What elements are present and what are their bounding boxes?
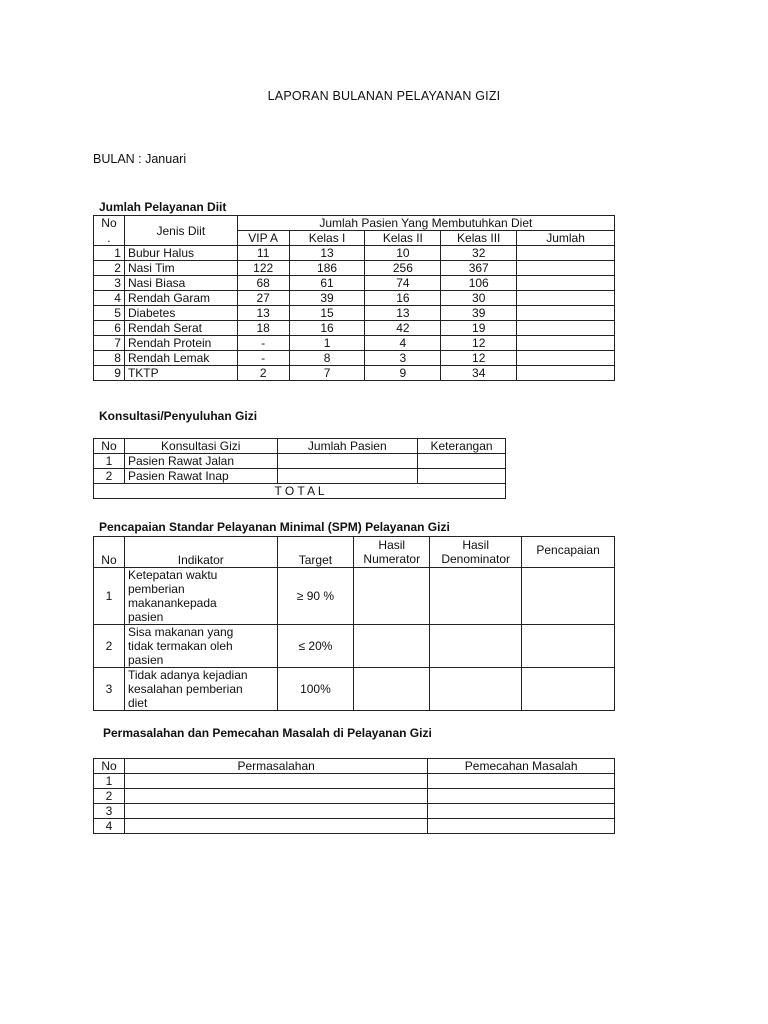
diet-row-no: 7 <box>94 336 125 351</box>
diet-row-jenis: Bubur Halus <box>124 246 237 261</box>
table-row <box>94 454 506 469</box>
diet-row-kelas3: 12 <box>441 336 517 351</box>
konsultasi-col-konsultasi: Konsultasi Gizi <box>124 439 277 454</box>
masalah-table <box>93 758 615 834</box>
diet-row-jenis: Rendah Garam <box>124 291 237 306</box>
spm-row-pencapaian <box>522 568 615 625</box>
spm-row-numerator <box>354 625 430 668</box>
diet-row-jenis: Diabetes <box>124 306 237 321</box>
table-row <box>94 568 615 625</box>
konsultasi-row-keterangan <box>418 454 506 469</box>
konsultasi-row-no: 2 <box>94 469 125 484</box>
konsultasi-row-keterangan <box>418 469 506 484</box>
konsultasi-col-keterangan: Keterangan <box>418 439 506 454</box>
spm-table <box>93 536 615 711</box>
spm-row-no: 2 <box>94 625 125 668</box>
konsultasi-row-jumlah <box>277 469 418 484</box>
diet-row-kelas3: 39 <box>441 306 517 321</box>
spm-row-target: 100% <box>277 668 354 711</box>
masalah-row-no: 2 <box>94 789 125 804</box>
diet-row-kelas2: 74 <box>365 276 441 291</box>
konsultasi-row-jumlah <box>277 454 418 469</box>
table-row <box>94 668 615 711</box>
diet-row-kelas2: 42 <box>365 321 441 336</box>
diet-row-vip: 27 <box>237 291 289 306</box>
konsultasi-col-jumlah: Jumlah Pasien <box>277 439 418 454</box>
spm-section-heading: Pencapaian Standar Pelayanan Minimal (SPM) Pelayanan Gizi <box>99 520 450 534</box>
spm-row-pencapaian <box>522 668 615 711</box>
diet-row-kelas1: 8 <box>289 351 365 366</box>
diet-jenis-header: Jenis Diit <box>124 216 237 246</box>
spm-row-indikator: Tidak adanya kejadian kesalahan pemberian diet <box>124 668 277 711</box>
table-row <box>94 625 615 668</box>
diet-row-no: 2 <box>94 261 125 276</box>
diet-row-jumlah <box>517 306 615 321</box>
diet-row-jumlah <box>517 246 615 261</box>
diet-row-kelas3: 30 <box>441 291 517 306</box>
diet-row-vip: - <box>237 336 289 351</box>
diet-row-vip: 2 <box>237 366 289 381</box>
masalah-section-heading: Permasalahan dan Pemecahan Masalah di Pelayanan Gizi <box>103 726 432 740</box>
spm-col-target: Target <box>277 537 354 568</box>
spm-row-target: ≥ 90 % <box>277 568 354 625</box>
spm-denominator-bottom: Denominator <box>441 552 511 566</box>
table-row <box>94 469 506 484</box>
masalah-row-pemecahan <box>428 789 615 804</box>
masalah-row-no: 3 <box>94 804 125 819</box>
table-row <box>94 306 615 321</box>
diet-row-no: 6 <box>94 321 125 336</box>
masalah-row-pemecahan <box>428 819 615 834</box>
diet-row-kelas2: 16 <box>365 291 441 306</box>
masalah-col-pemecahan: Pemecahan Masalah <box>428 759 615 774</box>
spm-row-denominator <box>430 625 522 668</box>
diet-row-vip: 13 <box>237 306 289 321</box>
konsultasi-total: T O T A L <box>94 484 506 499</box>
diet-row-kelas3: 12 <box>441 351 517 366</box>
diet-row-vip: - <box>237 351 289 366</box>
table-row <box>94 261 615 276</box>
spm-col-denominator <box>430 537 522 568</box>
table-row <box>94 276 615 291</box>
diet-row-kelas3: 19 <box>441 321 517 336</box>
spm-row-denominator <box>430 668 522 711</box>
konsultasi-col-no: No <box>94 439 125 454</box>
diet-row-no: 9 <box>94 366 125 381</box>
table-row <box>94 291 615 306</box>
diet-col-jumlah: Jumlah <box>517 231 615 246</box>
diet-row-vip: 68 <box>237 276 289 291</box>
konsultasi-table <box>93 438 506 499</box>
diet-row-jenis: Nasi Biasa <box>124 276 237 291</box>
spm-row-no: 3 <box>94 668 125 711</box>
diet-no-header-dot: . <box>94 231 125 246</box>
diet-row-kelas3: 32 <box>441 246 517 261</box>
diet-row-kelas1: 7 <box>289 366 365 381</box>
spm-col-no: No <box>94 537 125 568</box>
diet-row-vip: 18 <box>237 321 289 336</box>
konsultasi-row-label: Pasien Rawat Jalan <box>124 454 277 469</box>
spm-numerator-bottom: Numerator <box>363 552 421 566</box>
diet-row-kelas2: 13 <box>365 306 441 321</box>
diet-row-jumlah <box>517 291 615 306</box>
table-row <box>94 336 615 351</box>
diet-row-kelas2: 256 <box>365 261 441 276</box>
diet-section-heading: Jumlah Pelayanan Diit <box>99 200 227 214</box>
spm-numerator-top: Hasil <box>378 538 406 552</box>
spm-row-denominator <box>430 568 522 625</box>
masalah-row-no: 1 <box>94 774 125 789</box>
table-row <box>94 366 615 381</box>
diet-row-jenis: Rendah Protein <box>124 336 237 351</box>
diet-col-kelas2: Kelas II <box>365 231 441 246</box>
table-row <box>94 321 615 336</box>
diet-no-header: No <box>94 216 125 231</box>
masalah-row-permasalahan <box>124 789 427 804</box>
table-row <box>94 819 615 834</box>
spm-row-indikator: Ketepatan waktu pemberian makanankepada pasien <box>124 568 277 625</box>
diet-row-jumlah <box>517 351 615 366</box>
spm-row-no: 1 <box>94 568 125 625</box>
diet-row-vip: 122 <box>237 261 289 276</box>
diet-row-kelas1: 39 <box>289 291 365 306</box>
diet-row-no: 5 <box>94 306 125 321</box>
diet-row-kelas2: 10 <box>365 246 441 261</box>
diet-row-jenis: TKTP <box>124 366 237 381</box>
diet-col-vip: VIP A <box>237 231 289 246</box>
diet-row-jumlah <box>517 261 615 276</box>
masalah-row-no: 4 <box>94 819 125 834</box>
spm-col-numerator <box>354 537 430 568</box>
spm-denominator-top: Hasil <box>462 538 489 552</box>
diet-row-no: 3 <box>94 276 125 291</box>
diet-row-jumlah <box>517 366 615 381</box>
diet-row-kelas1: 16 <box>289 321 365 336</box>
diet-row-kelas1: 15 <box>289 306 365 321</box>
table-row <box>94 246 615 261</box>
masalah-col-permasalahan: Permasalahan <box>124 759 427 774</box>
diet-row-no: 1 <box>94 246 125 261</box>
masalah-col-no: No <box>94 759 125 774</box>
report-title: LAPORAN BULANAN PELAYANAN GIZI <box>267 89 501 103</box>
konsultasi-section-heading: Konsultasi/Penyuluhan Gizi <box>99 409 258 423</box>
konsultasi-row-no: 1 <box>94 454 125 469</box>
table-row <box>94 484 506 499</box>
diet-row-jenis: Nasi Tim <box>124 261 237 276</box>
diet-row-kelas3: 367 <box>441 261 517 276</box>
table-row <box>94 804 615 819</box>
diet-col-kelas3: Kelas III <box>441 231 517 246</box>
diet-row-vip: 11 <box>237 246 289 261</box>
masalah-row-permasalahan <box>124 819 427 834</box>
diet-row-kelas1: 186 <box>289 261 365 276</box>
spm-row-pencapaian <box>522 625 615 668</box>
spm-col-indikator: Indikator <box>124 537 277 568</box>
diet-row-kelas1: 61 <box>289 276 365 291</box>
spm-row-target: ≤ 20% <box>277 625 354 668</box>
table-row <box>94 351 615 366</box>
table-row <box>94 774 615 789</box>
diet-row-kelas2: 3 <box>365 351 441 366</box>
spm-col-pencapaian: Pencapaian <box>522 537 615 568</box>
diet-row-kelas1: 13 <box>289 246 365 261</box>
spm-row-numerator <box>354 668 430 711</box>
diet-row-no: 4 <box>94 291 125 306</box>
diet-row-kelas1: 1 <box>289 336 365 351</box>
table-row <box>94 789 615 804</box>
diet-col-kelas1: Kelas I <box>289 231 365 246</box>
diet-row-jumlah <box>517 321 615 336</box>
masalah-row-pemecahan <box>428 774 615 789</box>
diet-row-kelas2: 4 <box>365 336 441 351</box>
masalah-row-permasalahan <box>124 774 427 789</box>
spm-row-indikator: Sisa makanan yang tidak termakan oleh pasien <box>124 625 277 668</box>
diet-table <box>93 215 615 381</box>
konsultasi-row-label: Pasien Rawat Inap <box>124 469 277 484</box>
month-label: BULAN : Januari <box>93 152 187 166</box>
spm-row-numerator <box>354 568 430 625</box>
diet-row-jumlah <box>517 336 615 351</box>
masalah-row-pemecahan <box>428 804 615 819</box>
diet-row-no: 8 <box>94 351 125 366</box>
diet-group-header: Jumlah Pasien Yang Membutuhkan Diet <box>237 216 614 231</box>
diet-row-jenis: Rendah Lemak <box>124 351 237 366</box>
diet-row-jumlah <box>517 276 615 291</box>
masalah-row-permasalahan <box>124 804 427 819</box>
diet-row-kelas3: 34 <box>441 366 517 381</box>
diet-row-jenis: Rendah Serat <box>124 321 237 336</box>
diet-row-kelas2: 9 <box>365 366 441 381</box>
diet-row-kelas3: 106 <box>441 276 517 291</box>
